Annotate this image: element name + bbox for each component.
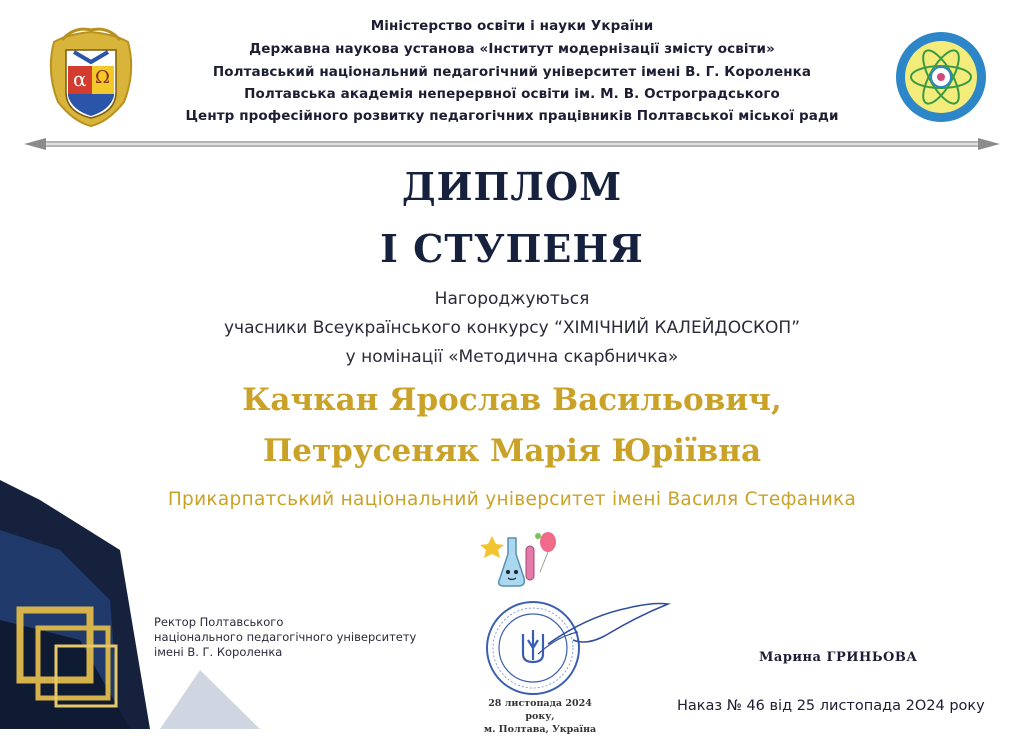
award-line-3: у номінації «Методична скарбничка» (345, 347, 679, 367)
diploma-degree: І СТУПЕНЯ (380, 226, 644, 271)
recipient-name-2: Петрусеняк Марія Юріївна (262, 433, 762, 469)
header-institute: Державна наукова установа «Інститут модернізації змісту освіти» (249, 41, 775, 57)
header-academy: Полтавська академія неперервної освіти ім. М. В. Остроградського (244, 86, 780, 102)
stamp-date: 28 листопада 2024 року, (488, 698, 592, 722)
rector-line-1: Ректор Полтавського (154, 615, 284, 629)
rector-line-2: національного педагогічного університету (154, 630, 417, 644)
recipient-name-1: Качкан Ярослав Васильович, (242, 382, 782, 418)
omega-glyph: Ω (95, 67, 110, 88)
signer-name: Марина ГРИНЬОВА (759, 650, 918, 665)
award-line-1: Нагороджуються (434, 289, 590, 309)
official-stamp (478, 596, 678, 696)
recipient-university: Прикарпатський національний університет імені Василя Стефаника (167, 489, 857, 510)
header-divider (24, 136, 1000, 152)
alpha-glyph: α (73, 67, 87, 91)
header-university: Полтавський національний педагогічний університет імені В. Г. Короленка (212, 64, 812, 80)
award-line-2: учасники Всеукраїнського конкурсу “ХІМІЧНИЙ КАЛЕЙДОСКОП” (223, 318, 801, 338)
stamp-place: м. Полтава, Україна (483, 724, 597, 735)
rector-line-3: імені В. Г. Короленка (154, 645, 283, 659)
diploma-title: ДИПЛОМ (401, 164, 623, 209)
header-center: Центр професійного розвитку педагогічних працівників Полтавської міської ради (185, 108, 839, 124)
header-ministry: Міністерство освіти і науки України (370, 18, 654, 34)
corner-decoration (0, 470, 260, 729)
chemistry-mascot-illustration (478, 528, 558, 590)
order-reference: Наказ № 46 від 25 листопада 2О24 року (677, 698, 985, 714)
